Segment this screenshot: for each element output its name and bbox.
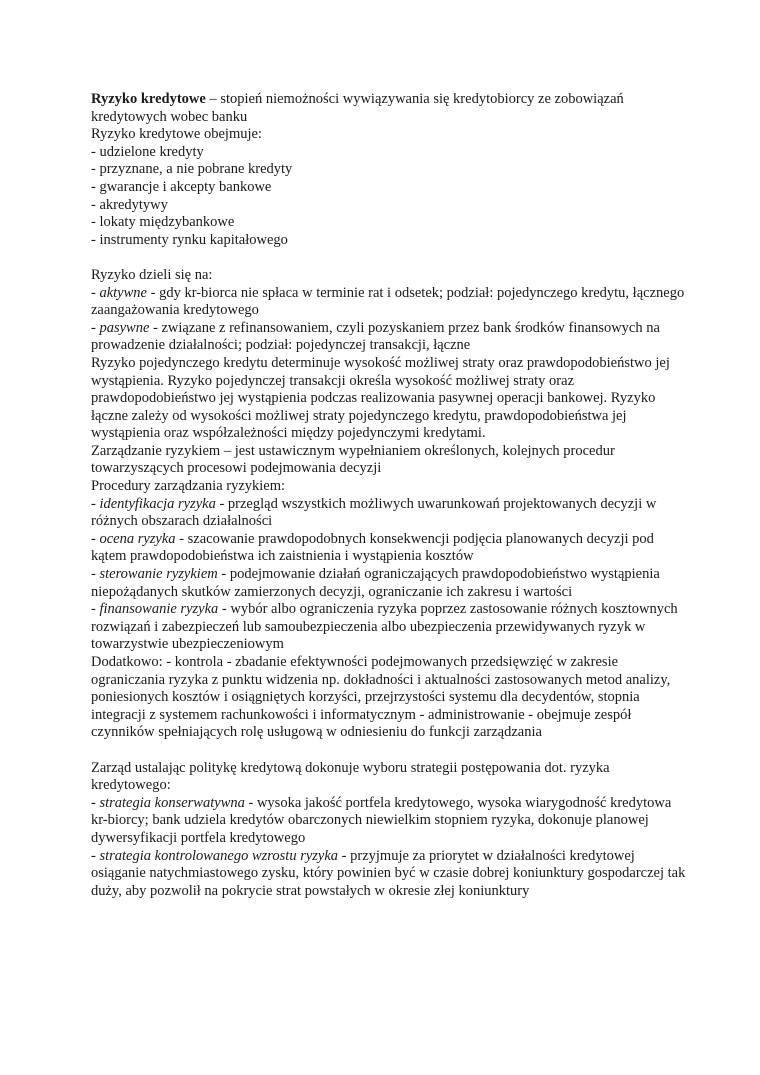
item-prefix: - <box>91 530 100 547</box>
management-definition: Zarządzanie ryzykiem – jest ustawicznym wypełnianiem określonych, kolejnych procedur towarzyszących procesowi podejmowania decyzji <box>91 442 615 477</box>
item-term: strategia kontrolowanego wzrostu ryzyka <box>99 847 339 864</box>
item-prefix: - <box>91 566 100 583</box>
item-text: - gdy kr-biorca nie spłaca w terminie rat i odsetek; podział: pojedynczego kredytu, łącznego zaangażowania kredytowego <box>91 284 685 319</box>
paragraph-gap <box>91 249 691 267</box>
item-prefix: - <box>91 601 100 618</box>
item-prefix: - <box>91 284 100 301</box>
item-text: - przegląd wszystkich możliwych uwarunkowań projektowanych decyzji w różnych obszarach działalności <box>91 495 657 530</box>
item-term: finansowanie ryzyka <box>99 601 219 618</box>
item-text: - podejmowanie działań ograniczających prawdopodobieństwo wystąpienia niepożądanych skutków zamierzonych decyzji, ograniczanie ich zakresu i wartości <box>91 566 660 600</box>
item-prefix: - <box>91 495 100 512</box>
list-item: - lokaty międzybankowe <box>91 214 235 231</box>
procedure-item <box>91 566 691 601</box>
item-term: strategia konserwatywna <box>99 794 245 811</box>
list-item: - gwarancje i akcepty bankowe <box>91 178 272 195</box>
item-text: - wybór albo ograniczenia ryzyka poprzez zastosowanie różnych kosztownych rozwiązań i zabezpieczeń lub samoubezpieczenia albo ubezpieczenia przewidywanych ryzyk w towarzystwie ubezpieczeniowym <box>91 601 678 653</box>
credit-risk-term: Ryzyko kredytowe <box>91 91 206 107</box>
credit-risk-definition-text: – stopień niemożności wywiązywania się kredytobiorcy ze zobowiązań kredytowych wobec banku <box>91 91 624 125</box>
division-item <box>91 285 691 320</box>
procedures-heading: Procedury zarządzania ryzykiem: <box>91 478 286 495</box>
credit-risk-definition <box>91 91 691 126</box>
procedure-item <box>91 531 691 566</box>
item-term: pasywne <box>99 319 150 336</box>
item-term: ocena ryzyka <box>99 530 176 547</box>
strategy-item <box>91 795 691 848</box>
procedure-item <box>91 601 691 654</box>
item-text: - związane z refinansowaniem, czyli pozyskaniem przez bank środków finansowych na prowadzenie działalności; podział: pojedynczej transakcji, łączne <box>91 319 660 354</box>
item-prefix: - <box>91 847 100 864</box>
list-item: - przyznane, a nie pobrane kredyty <box>91 161 293 178</box>
item-term: identyfikacja ryzyka <box>99 495 216 512</box>
additional-paragraph: Dodatkowo: - kontrola - zbadanie efektywności podejmowanych przedsięwzięć w zakresie ograniczania ryzyka z punktu widzenia np. dokładności i aktualności zastosowanych metod analizy, poniesionych kosztów i osiągniętych korzyści, przejrzystości systemu dla decydentów, stopnia integracji z systemem rachunkowości i informatycznym - administrowanie - obejmuje zespół czynników spełniających rolę usługową w odniesieniu do funkcji zarządzania <box>91 654 671 741</box>
list-item: - akredytywy <box>91 196 168 213</box>
procedure-item <box>91 496 691 531</box>
item-prefix: - <box>91 319 100 336</box>
item-prefix: - <box>91 794 100 811</box>
item-text: - szacowanie prawdopodobnych konsekwencji podjęcia planowanych decyzji pod kątem prawdopodobieństwa ich zaistnienia i wystąpienia kosztów <box>91 530 654 565</box>
list-item: - udzielone kredyty <box>91 143 204 160</box>
division-item <box>91 320 691 355</box>
strategy-intro: Zarząd ustalając politykę kredytową dokonuje wyboru strategii postępowania dot. ryzyka kredytowego: <box>91 759 610 794</box>
item-term: sterowanie ryzykiem <box>99 566 218 583</box>
item-text: - przyjmuje za priorytet w działalności kredytowej osiąganie natychmiastowego zysku, który powinien być w czasie dobrej koniunktury gospodarczej tak duży, aby pozwolił na pokrycie strat powstałych w okresie złej koniunktury <box>91 847 686 899</box>
division-heading: Ryzyko dzieli się na: <box>91 266 213 283</box>
division-paragraph: Ryzyko pojedynczego kredytu determinuje wysokość możliwej straty oraz prawdopodobieństwo jej wystąpienia. Ryzyko pojedynczej transakcji określa wysokość możliwej straty oraz prawdopodobieństwo jej wystąpienia podczas realizowania pasywnej operacji bankowej. Ryzyko łączne zależy od wysokości możliwej straty pojedynczego kredytu, prawdopodobieństwa jej wystąpienia oraz współzależności między pojedynczymi kredytami. <box>91 354 670 442</box>
strategy-item <box>91 848 691 901</box>
list-item: - instrumenty rynku kapitałowego <box>91 231 288 248</box>
item-text: - wysoka jakość portfela kredytowego, wysoka wiarygodność kredytowa kr-biorcy; bank udziela kredytów obarczonych niewielkim stopniem ryzyka, dokonuje planowej dywersyfikacji portfela kredytowego <box>91 794 672 846</box>
paragraph-gap <box>91 742 691 760</box>
includes-heading: Ryzyko kredytowe obejmuje: <box>91 126 262 143</box>
item-term: aktywne <box>99 284 147 301</box>
document-page <box>91 91 691 900</box>
